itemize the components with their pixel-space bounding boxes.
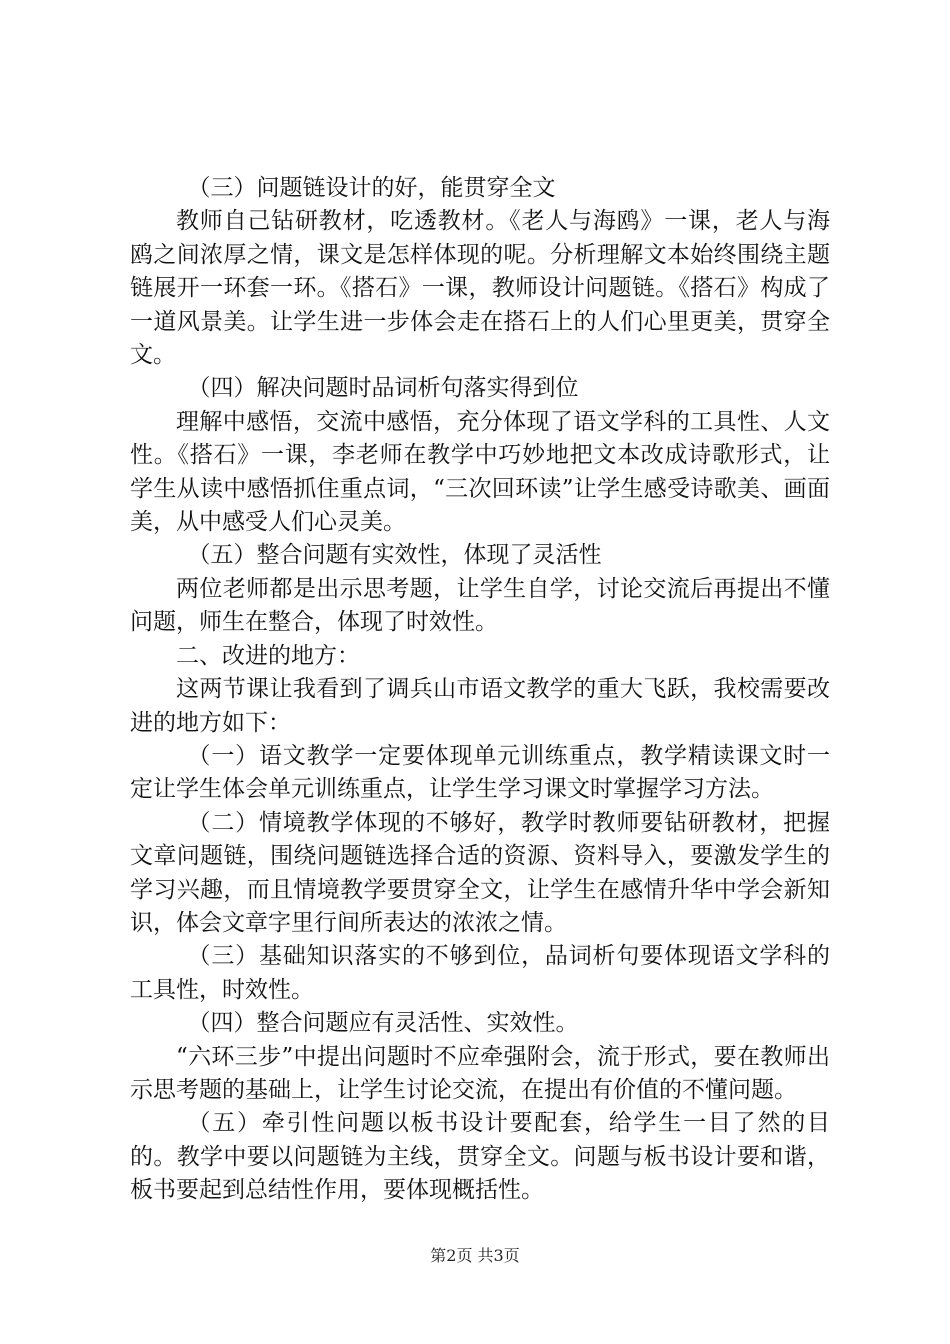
improvement-item: （五）牵引性问题以板书设计要配套，给学生一目了然的目的。教学中要以问题链为主线，贯穿全文。问题与板书设计要和谐，板书要起到总结性作用，要体现概括性。	[130, 1110, 830, 1204]
body-paragraph: “六环三步”中提出问题时不应牵强附会，流于形式，要在教师出示思考题的基础上，让学生讨论交流，在提出有价值的不懂问题。	[130, 1043, 830, 1103]
body-paragraph: 这两节课让我看到了调兵山市语文教学的重大飞跃，我校需要改进的地方如下：	[130, 676, 830, 736]
body-paragraph: 两位老师都是出示思考题，让学生自学，讨论交流后再提出不懂问题，师生在整合，体现了时效性。	[130, 575, 830, 636]
section-heading: （四）解决问题时品词析句落实得到位	[187, 375, 579, 402]
section-title: 二、改进的地方：	[176, 642, 360, 669]
body-paragraph: 理解中感悟，交流中感悟，充分体现了语文学科的工具性、人文性。《搭石》一课，李老师在教学中巧妙地把文本改成诗歌形式，让学生从读中感悟抓住重点词，“三次回环读”让学生感受诗歌美、画面美，从中感受人们心灵美。	[130, 408, 830, 536]
page-number: 第2页 共3页	[430, 1246, 520, 1265]
body-paragraph: 教师自己钻研教材，吃透教材。《老人与海鸥》一课，老人与海鸥之间浓厚之情，课文是怎样体现的呢。分析理解文本始终围绕主题链展开一环套一环。《搭石》一课，教师设计问题链。《搭石》构成了一道风景美。让学生进一步体会走在搭石上的人们心里更美，贯穿全文。	[130, 208, 830, 369]
improvement-item: （二）情境教学体现的不够好，教学时教师要钻研教材，把握文章问题链，围绕问题链选择合适的资源、资料导入，要激发学生的学习兴趣，而且情境教学要贯穿全文，让学生在感情升华中学会新知识，体会文章字里行间所表达的浓浓之情。	[130, 809, 830, 936]
section-heading: （五）整合问题有实效性，体现了灵活性	[187, 542, 602, 569]
improvement-item: （一）语文教学一定要体现单元训练重点，教学精读课文时一定让学生体会单元训练重点，让学生学习课文时掌握学习方法。	[130, 742, 830, 803]
improvement-item: （四）整合问题应有灵活性、实效性。	[187, 1010, 579, 1037]
section-heading: （三）问题链设计的好，能贯穿全文	[187, 175, 556, 201]
improvement-item: （三）基础知识落实的不够到位，品词析句要体现语文学科的工具性，时效性。	[130, 943, 830, 1003]
document-body	[130, 172, 830, 1208]
